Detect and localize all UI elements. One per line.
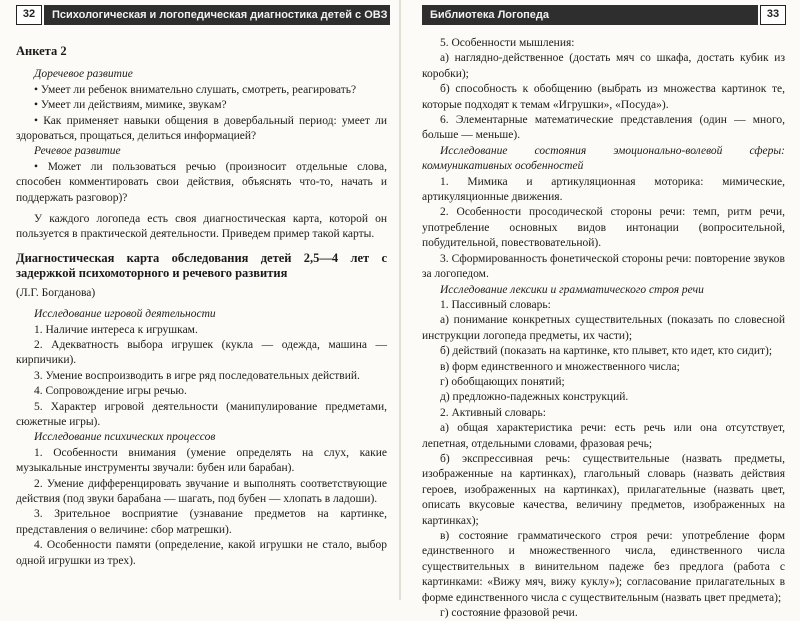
list-item: б) действий (показать на картинке, кто плывет, кто идет, кто сидит); [440, 345, 773, 358]
list-item: г) состояние фразовой речи. [440, 607, 578, 620]
list-item: 6. Элементарные математические представления (один — много, больше — меньше). [422, 114, 785, 142]
right-page-body [422, 36, 785, 621]
list-item: 3. Зрительное восприятие (узнавание предметов на картинке, представления о величине: сбор матрешки). [16, 508, 387, 536]
intro-paragraph: У каждого логопеда есть своя диагностическая карта, которой он пользуется в практической деятельности. Приведем пример такой карты. [16, 213, 387, 241]
list-item: 3. Умение воспроизводить в игре ряд последовательных действий. [34, 369, 360, 382]
left-page [0, 0, 399, 600]
psych-heading: Исследование психических процессов [34, 431, 216, 444]
list-item: 4. Сопровождение игры речью. [34, 385, 187, 398]
question-3: • Как применяет навыки общения в довербальный период: умеет ли здороваться, прощаться, делиться информацией? [16, 114, 387, 143]
list-item: в) форм единственного и множественного числа; [440, 360, 680, 373]
list-item: 5. Особенности мышления: [440, 37, 575, 49]
card-author: (Л.Г. Богданова) [16, 286, 96, 299]
left-page-body [16, 44, 387, 569]
page-number: 33 [760, 5, 786, 25]
page-number: 32 [16, 5, 42, 25]
play-heading: Исследование игровой деятельности [34, 308, 216, 321]
list-item: б) способность к обобщению (выбрать из множества картинок те, которые подходят к темам «Игрушки», «Посуда»). [422, 83, 785, 111]
anketa-title: Анкета 2 [16, 44, 67, 58]
list-item: г) обобщающих понятий; [440, 375, 565, 388]
list-item: 3. Сформированность фонетической стороны речи: повторение звуков за логопедом. [422, 252, 785, 281]
list-item: в) состояние грамматического строя речи: употребление форм единственного и множественного числа, единственного числа существительных в винительном падеже без предлога (работа с картинками: «Вижу мяч, вижу куклу»); согласование прилагательных в форме единственного числа с существительным (назвать цвет предмета); [422, 530, 785, 604]
question-1: • Умеет ли ребенок внимательно слушать, смотреть, реагировать? [34, 83, 357, 96]
running-header: Психологическая и логопедическая диагностика детей с ОВЗ [44, 5, 390, 25]
list-item: а) понимание конкретных существительных (показать по словесной инструкции логопеда предметы, их части); [422, 314, 785, 342]
lexicon-heading: Исследование лексики и грамматического строя речи [440, 283, 704, 296]
verbal-heading: Речевое развитие [34, 145, 121, 158]
right-page [401, 0, 800, 620]
list-item: 1. Пассивный словарь: [440, 298, 551, 311]
list-item: 1. Наличие интереса к игрушкам. [34, 323, 198, 336]
list-item: а) общая характеристика речи: есть речь или она отсутствует, лепетная, отдельными словами, фразовая речь; [422, 422, 785, 450]
question-4: • Может ли пользоваться речью (произносит отдельные слова, способен комментировать свои действия, объяснять что-то, начать и поддержать разговор)? [16, 160, 387, 204]
list-item: а) наглядно-действенное (достать мяч со шкафа, достать кубик из коробки); [422, 52, 785, 80]
emotional-heading: Исследование состояния эмоционально-волевой сферы: коммуникативных особенностей [422, 144, 785, 173]
question-2: • Умеет ли действиям, мимике, звукам? [34, 99, 227, 112]
left-page-header [16, 5, 390, 25]
list-item: 2. Активный словарь: [440, 406, 546, 419]
list-item: 2. Умение дифференцировать звучание и выполнять соответствующие действия (под звуки барабана — шагать, под бубен — хлопать в ладоши). [16, 477, 387, 505]
list-item: 5. Характер игровой деятельности (манипулирование предметами, сюжетные игры). [16, 400, 387, 428]
card-title: Диагностическая карта обследования детей 2,5—4 лет с задержкой психомоторного и речевого развития [16, 250, 387, 281]
running-header: Библиотека Логопеда [422, 5, 758, 25]
preverbal-heading: Доречевое развитие [34, 68, 133, 81]
list-item: 2. Особенности просодической стороны речи: темп, ритм речи, употребление основных видов интонации (вопросительной, побудительной, повествовательной). [422, 206, 785, 250]
list-item: д) предложно-падежных конструкций. [440, 391, 629, 404]
list-item: 1. Особенности внимания (умение определять на слух, какие музыкальные инструменты звучали: бубен или барабан). [16, 446, 387, 475]
list-item: 4. Особенности памяти (определение, какой игрушки не стало, выбор одной игрушки из трех). [16, 539, 387, 567]
right-page-header [422, 5, 786, 25]
list-item: б) экспрессивная речь: существительные (назвать предметы, изображенные на картинках), глагольный словарь (назвать действия героев, изображенных на картинках), прилагательные (назвать цвет, описать вкусовые качества, величину предметов, изображенных на картинках); [422, 452, 785, 527]
list-item: 1. Мимика и артикуляционная моторика: мимические, артикуляционные движения. [422, 175, 785, 204]
list-item: 2. Адекватность выбора игрушек (кукла — одежда, машина — кирпичики). [16, 338, 387, 367]
